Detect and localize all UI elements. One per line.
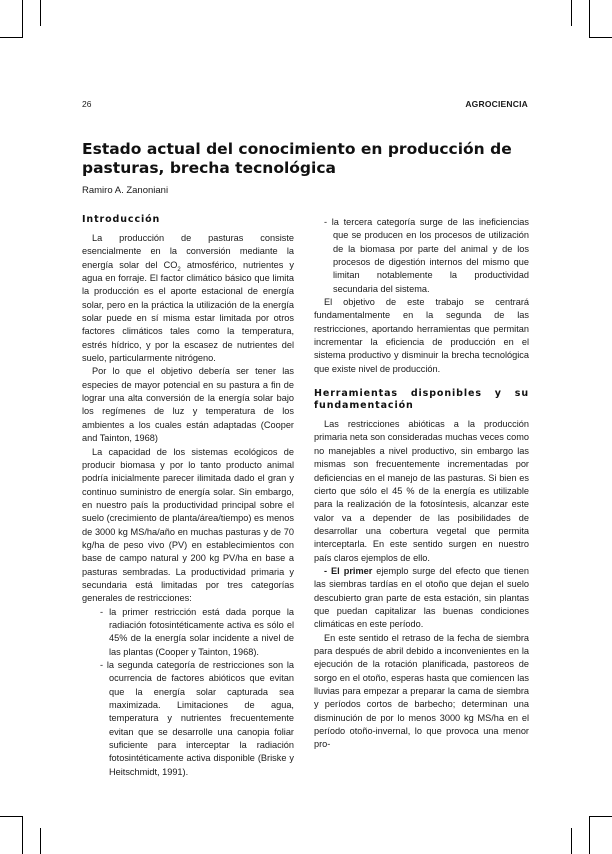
journal-name: AGROCIENCIA xyxy=(465,99,528,109)
crop-mark xyxy=(571,828,572,854)
right-column xyxy=(314,216,529,752)
paragraph: Las restricciones abióticas a la producción primaria neta son consideradas muchas veces como no manejables a nivel productivo, sin embargo las mismas son frecuentemente incrementadas por deficiencias en el manejo de las pasturas. Si bien es cierto que sólo el 45 % de la energía es utilizable para la realización de la fotosíntesis, alcanzar este valor va a depender de las posibilidades de desarrollar una cobertura vegetal que permita interceptarla. En este sentido surgen en nuestro país claros ejemplos de ello. xyxy=(314,419,529,563)
paragraph: Por lo que el objetivo debería ser tener las especies de mayor potencial en su pastura a fin de lograr una alta conversión de la energía solar bajo los regímenes de luz y temperatura de los ambientes a los cuales están adaptadas (Cooper and Tainton, 1968) xyxy=(82,366,294,444)
crop-mark xyxy=(0,816,22,817)
crop-mark xyxy=(22,816,23,854)
crop-mark xyxy=(0,37,22,38)
paragraph: La capacidad de los sistemas ecológicos de producir biomasa y por lo tanto producto animal podría inicialmente parecer ilimitada dado el gran y continuo suministro de energía solar. Sin embargo, en nuestro país la productividad principal sobre el suelo (crecimiento de planta/área/tiempo) es menos de 3000 kg MS/ha/año en muchas pasturas y de 70 kg/ha de peso vivo (PV) en establecimientos con base de campo natural y 200 kg PV/ha en base a pasturas sembradas. La productividad primaria y secundaria está limitadas por tres categorías generales de restricciones: xyxy=(82,446,294,604)
crop-mark xyxy=(590,816,612,817)
subscript: 2 xyxy=(177,266,181,273)
left-column xyxy=(82,214,294,779)
bold-lead: - El primer xyxy=(324,565,373,576)
paragraph-text: ejemplo surge del efecto que tienen las siembras tardías en el otoño que dejan el suelo descubierto gran parte de esta estación, sin plantas que puedan capitalizar las buenas condiciones climáticas en este período. xyxy=(314,565,529,630)
paragraph-text: La producción de pasturas consiste esencialmente en la conversión mediante la energía solar del CO xyxy=(82,233,294,270)
section-heading-herramientas: Herramientas disponibles y su fundamentación xyxy=(314,388,529,412)
list-item: - la primer restricción está dada porque la radiación fotosintéticamente activa es sólo el 45% de la energía solar incidente a nivel de las plantas (Cooper y Tainton, 1968). xyxy=(100,606,294,657)
crop-mark xyxy=(22,0,23,38)
page-number: 26 xyxy=(82,99,92,109)
paragraph xyxy=(82,232,294,365)
list-item: - la segunda categoría de restricciones son la ocurrencia de factores abióticos que evitan que la energía solar capturada sea maximizada. Limitaciones de agua, temperatura y nutrientes frecuentemente evitan que se desarrolle una canopia foliar suficiente para interceptar la radiación fotosintéticamente activa disponible (Briske y Heitschmidt, 1991). xyxy=(100,660,294,777)
crop-mark xyxy=(40,828,41,854)
restrictions-list-continued xyxy=(314,216,529,296)
paragraph-text: atmosférico, nutrientes y agua en forraje. El factor climático básico que limita la producción es el aporte estacional de energía solar, pero en la práctica la utilización de la energía solar puede en sí misma estar limitada por otros factores climáticos tales como la temperatura, estrés hídrico, y por la escasez de nutrientes del suelo, particularmente nitrógeno. xyxy=(82,259,295,364)
paragraph: El objetivo de este trabajo se centrará fundamentalmente en la segunda de las restricciones, aportando herramientas que permitan incrementar la eficiencia de producción en el sistema productivo y disminuir la brecha tecnológica que existe nivel de producción. xyxy=(314,297,529,374)
crop-mark xyxy=(571,0,572,26)
crop-mark xyxy=(589,0,590,38)
paragraph xyxy=(314,565,529,632)
crop-mark xyxy=(590,37,612,38)
crop-mark xyxy=(589,816,590,854)
paragraph: En este sentido el retraso de la fecha de siembra para después de abril debido a inconvenientes en la ejecución de la rotación planificada, pastoreos de sorgo en el otoño, esperas hasta que comiencen las lluvias para empezar a preparar la cama de siembra y períodos cortos de barbecho; determinan una disminución de por lo menos 3000 kg MS/ha en el período otoño-invernal, lo que provoca una menor pro- xyxy=(314,632,529,750)
author-name: Ramiro A. Zanoniani xyxy=(82,185,169,196)
article-title: Estado actual del conocimiento en producción de pasturas, brecha tecnológica xyxy=(82,140,512,177)
crop-mark xyxy=(40,0,41,26)
list-item: - la tercera categoría surge de las ineficiencias que se producen en los procesos de utilización de la biomasa por parte del animal y de los procesos de digestión internos del mismo que limitan notablemente la productividad secundaria del sistema. xyxy=(324,217,529,294)
restrictions-list xyxy=(82,606,294,779)
section-heading-introduccion: Introducción xyxy=(82,214,161,225)
